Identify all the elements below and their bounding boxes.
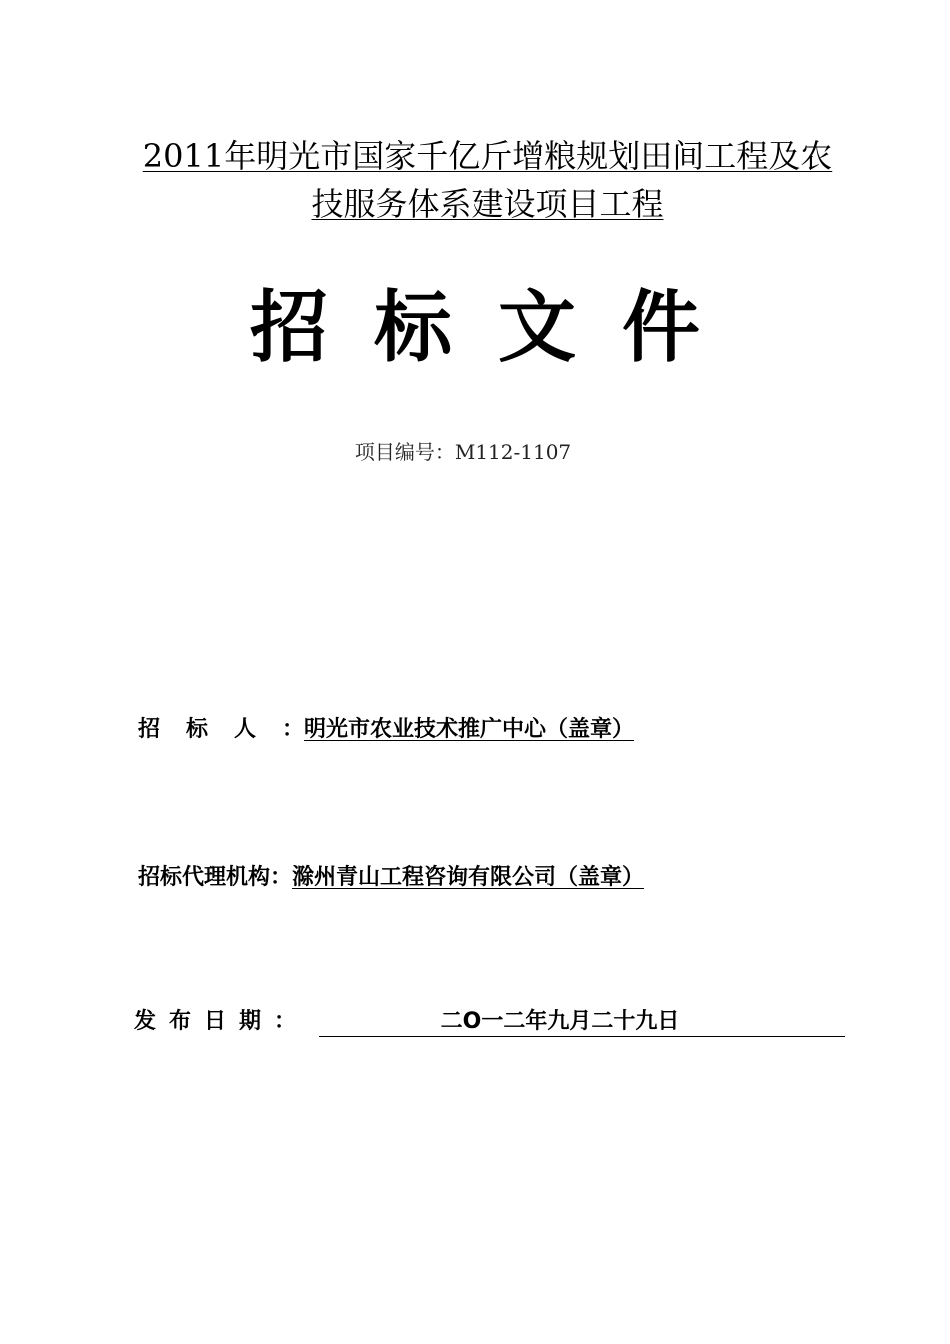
- tenderer-value: 明光市农业技术推广中心（盖章）: [304, 717, 635, 742]
- release-date-label: 发布日期：: [134, 1009, 310, 1034]
- project-number-value: M112-1107: [454, 440, 572, 464]
- project-number: [0, 438, 926, 466]
- agency-row: [138, 862, 654, 894]
- tenderer-row: [138, 714, 644, 746]
- project-title-text-2: 技服务体系建设项目工程: [311, 185, 664, 223]
- tenderer-separator: ：: [282, 717, 305, 742]
- agency-value: 滁州青山工程咨询有限公司（盖章）: [292, 865, 645, 890]
- tenderer-label: 招标人: [138, 717, 283, 742]
- project-title-line-2: [100, 180, 875, 228]
- document-title: 招标文件: [249, 282, 746, 373]
- project-title-line-1: [100, 132, 875, 180]
- agency-label: 招标代理机构：: [138, 865, 293, 890]
- release-date-value: 二O一二年九月二十九日: [319, 1008, 845, 1037]
- project-title-text-1: 2011年明光市国家千亿斤增粮规划田间工程及农: [142, 137, 833, 175]
- release-date-row: [134, 1006, 845, 1038]
- project-number-label: 项目编号：: [354, 440, 455, 464]
